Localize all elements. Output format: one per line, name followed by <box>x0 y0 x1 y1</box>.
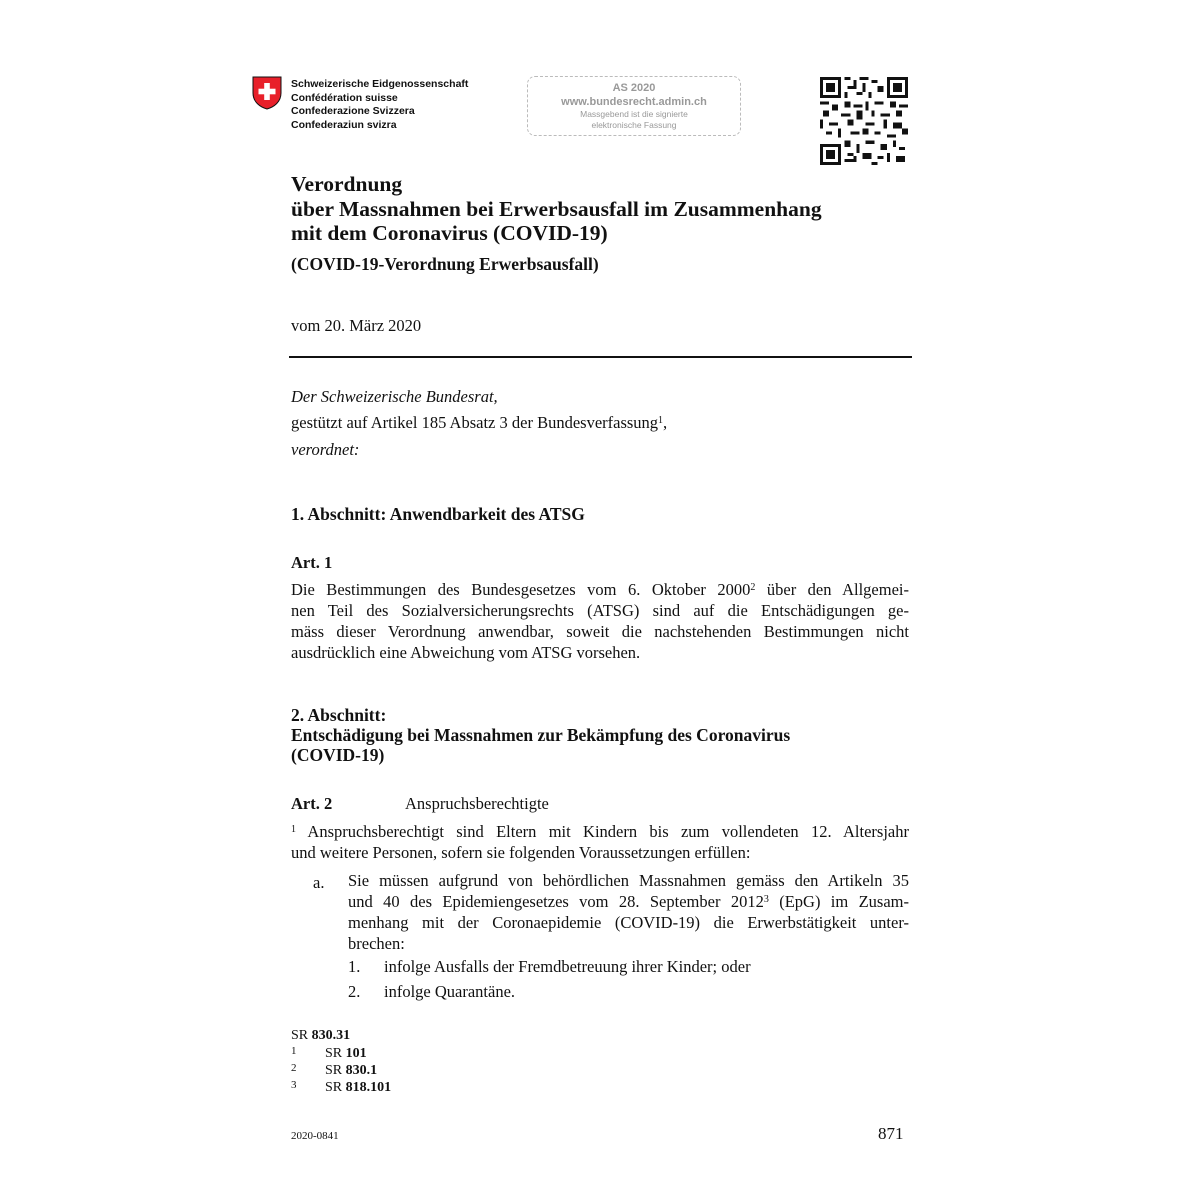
footnote-3: SR 818.101 <box>325 1080 392 1095</box>
swiss-coat-of-arms-icon <box>252 76 282 110</box>
article-1-line-1-b: über den Allgemei- <box>755 580 909 599</box>
footnote-2: SR 830.1 <box>325 1063 378 1078</box>
confederation-names <box>291 78 468 132</box>
preamble-authority: Der Schweizerische Bundesrat, <box>291 387 498 406</box>
confederation-rm: Confederaziun svizra <box>291 118 397 131</box>
lit-a-line-2-b: (EpG) im Zusam- <box>768 892 909 911</box>
title-line-1: Verordnung <box>291 172 403 196</box>
footnote-1-number: 1 <box>291 1045 297 1057</box>
paragraph-number: 1 <box>291 824 296 835</box>
article-1-line-1-a: Die Bestimmungen des Bundesgesetzes vom 6. Oktober 2000 <box>291 580 751 599</box>
section-2-heading <box>291 705 790 765</box>
item-1-text: infolge Ausfalls der Fremdbetreuung ihrer Kinder; oder <box>384 957 751 976</box>
item-1-number: 1. <box>348 957 361 976</box>
article-2-paragraph-1 <box>291 821 909 863</box>
article-1-label: Art. 1 <box>291 553 333 572</box>
preamble-basis <box>291 413 667 433</box>
qr-code-icon <box>820 77 908 165</box>
short-title: (COVID-19-Verordnung Erwerbsausfall) <box>291 254 599 274</box>
section-1-heading: 1. Abschnitt: Anwendbarkeit des ATSG <box>291 504 585 524</box>
stamp-note-2: elektronische Fassung <box>591 120 677 130</box>
title-divider <box>289 356 912 358</box>
lit-a-line-1: Sie müssen aufgrund von behördlichen Massnahmen gemäss den Artikeln 35 <box>348 871 909 890</box>
official-publication-stamp <box>527 76 741 136</box>
confederation-de: Schweizerische Eidgenossenschaft <box>291 78 469 90</box>
sr-number: SR 830.31 <box>291 1028 351 1043</box>
article-1-line-1 <box>291 579 909 600</box>
footnote-1: SR 101 <box>325 1046 367 1061</box>
title-line-2: über Massnahmen bei Erwerbsausfall im Zusammenhang <box>291 196 822 221</box>
article-1-text <box>291 579 909 663</box>
article-2-para-line-1-text: Anspruchsberechtigt sind Eltern mit Kindern bis zum vollendeten 12. Altersjahr <box>296 822 909 841</box>
article-1-line-4: ausdrücklich eine Abweichung vom ATSG vorsehen. <box>291 643 641 662</box>
section-2-heading-line-1: 2. Abschnitt: <box>291 705 387 725</box>
stamp-as-number: AS 2020 <box>612 82 656 94</box>
confederation-fr: Confédération suisse <box>291 91 398 104</box>
article-2-para-line-1 <box>291 821 909 842</box>
lit-a-text <box>348 870 909 954</box>
footnote-3-number: 3 <box>291 1079 297 1091</box>
preamble-decree: verordnet: <box>291 440 360 459</box>
footnote-ref-2[interactable]: 2 <box>750 582 756 593</box>
lit-a-line-2 <box>348 891 909 912</box>
item-2-text: infolge Quarantäne. <box>384 982 516 1001</box>
page-number: 871 <box>878 1124 904 1143</box>
lit-a-line-4: brechen: <box>348 934 405 953</box>
ordinance-date: vom 20. März 2020 <box>291 316 422 335</box>
lit-a-line-2-a: und 40 des Epidemiengesetzes vom 28. September 2012 <box>348 892 764 911</box>
section-2-heading-line-2: Entschädigung bei Massnahmen zur Bekämpfung des Coronavirus <box>291 725 791 745</box>
document-id: 2020-0841 <box>291 1130 339 1142</box>
footnote-ref-3[interactable]: 3 <box>763 894 769 905</box>
article-1-line-3: mäss dieser Verordnung anwendbar, soweit die nachstehenden Bestimmungen nicht <box>291 622 909 641</box>
article-2-para-line-2: und weitere Personen, sofern sie folgenden Voraussetzungen erfüllen: <box>291 843 751 862</box>
lit-a-line-3: menhang mit der Coronaepidemie (COVID-19) die Erwerbstätigkeit unter- <box>348 913 909 932</box>
section-2-heading-line-3: (COVID-19) <box>291 745 385 765</box>
article-2-title: Anspruchsberechtigte <box>405 794 549 813</box>
title-line-3: mit dem Coronavirus (COVID-19) <box>291 221 608 245</box>
stamp-note-1: Massgebend ist die signierte <box>580 109 688 119</box>
confederation-it: Confederazione Svizzera <box>291 105 415 117</box>
lit-a-marker: a. <box>313 873 325 892</box>
item-2-number: 2. <box>348 982 361 1001</box>
stamp-url: www.bundesrecht.admin.ch <box>561 96 707 108</box>
footnote-ref-1[interactable]: 1 <box>658 415 664 426</box>
footnote-2-number: 2 <box>291 1062 297 1074</box>
preamble-basis-end: , <box>663 413 668 432</box>
ordinance-title <box>291 172 822 246</box>
article-1-line-2: nen Teil des Sozialversicherungsrechts (ATSG) sind auf die Entschädigungen ge- <box>291 601 909 620</box>
article-2-label: Art. 2 <box>291 794 333 813</box>
preamble-basis-text: gestützt auf Artikel 185 Absatz 3 der Bundesverfassung <box>291 413 659 432</box>
